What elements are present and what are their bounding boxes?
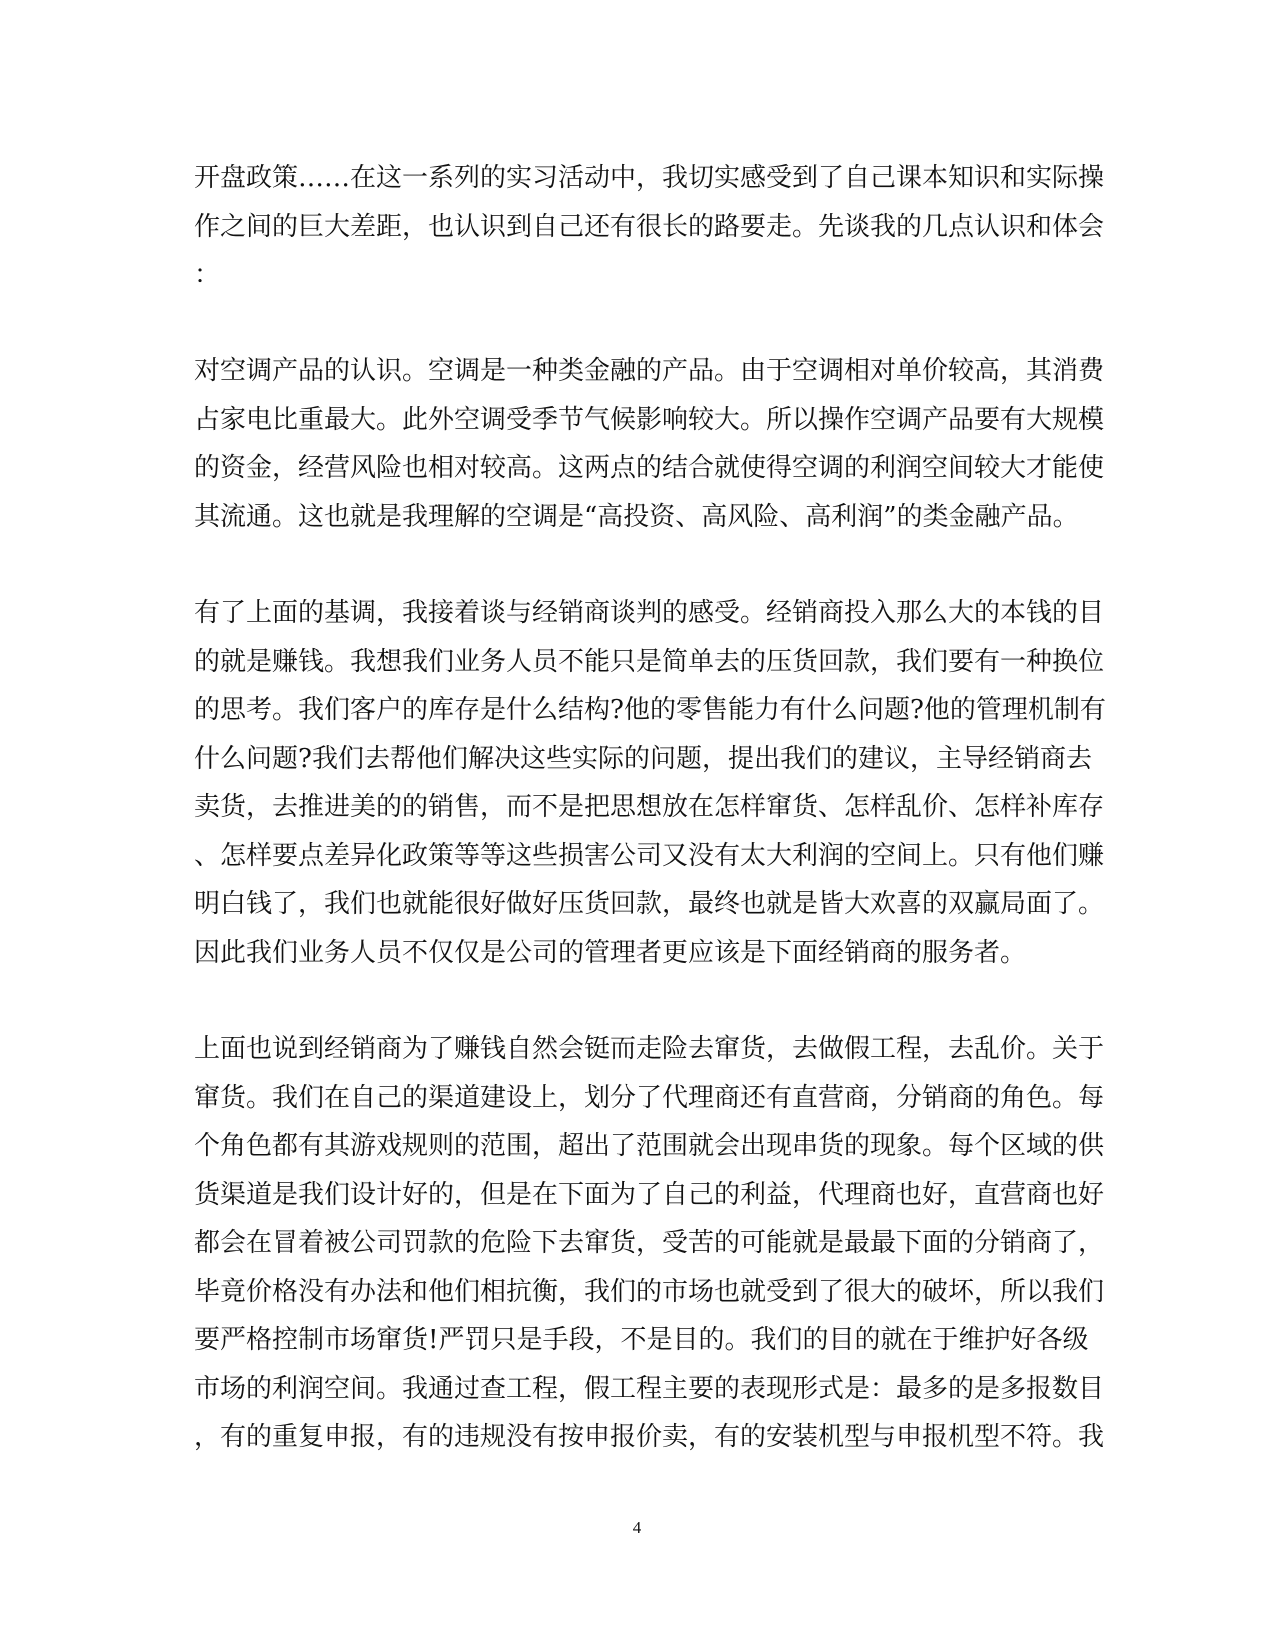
text-line: ： — [194, 260, 221, 290]
text-line: 卖货，去推进美的的销售，而不是把思想放在怎样窜货、怎样乱价、怎样补库存 — [194, 792, 1105, 822]
text-line: 作之间的巨大差距，也认识到自己还有很长的路要走。先谈我的几点认识和体会 — [194, 211, 1105, 242]
text-line: 因此我们业务人员不仅仅是公司的管理者更应该是下面经销商的服务者。 — [194, 937, 1027, 968]
paragraph-3 — [194, 589, 1106, 977]
text-line: 个角色都有其游戏规则的范围，超出了范围就会出现串货的现象。每个区域的供 — [194, 1131, 1105, 1161]
text-line: 有了上面的基调，我接着谈与经销商谈判的感受。经销商投入那么大的本钱的目 — [194, 598, 1105, 628]
text-line: 的资金，经营风险也相对较高。这两点的结合就使得空调的利润空间较大才能使 — [194, 453, 1105, 483]
text-line: 窜货。我们在自己的渠道建设上，划分了代理商还有直营商，分销商的角色。每 — [194, 1082, 1105, 1113]
text-line: 、怎样要点差异化政策等等这些损害公司又没有太大利润的空间上。只有他们赚 — [194, 840, 1105, 871]
text-line: 什么问题?我们去帮他们解决这些实际的问题，提出我们的建议，主导经销商去 — [194, 743, 1092, 774]
text-line: 对空调产品的认识。空调是一种类金融的产品。由于空调相对单价较高，其消费 — [194, 356, 1105, 386]
text-line: 毕竟价格没有办法和他们相抗衡，我们的市场也就受到了很大的破坏，所以我们 — [194, 1276, 1105, 1307]
text-line: 货渠道是我们设计好的，但是在下面为了自己的利益，代理商也好，直营商也好 — [194, 1179, 1105, 1210]
page-number: 4 — [632, 1518, 642, 1537]
paragraph-4 — [194, 1025, 1105, 1462]
text-line: 开盘政策……在这一系列的实习活动中，我切实感受到了自己课本知识和实际操 — [194, 163, 1105, 193]
text-line: 都会在冒着被公司罚款的危险下去窜货，受苦的可能就是最最下面的分销商了， — [194, 1228, 1105, 1258]
paragraph-1 — [194, 154, 1105, 300]
text-line: 要严格控制市场窜货!严罚只是手段，不是目的。我们的目的就在于维护好各级 — [194, 1325, 1089, 1355]
text-line: 市场的利润空间。我通过查工程，假工程主要的表现形式是：最多的是多报数目 — [194, 1373, 1105, 1404]
text-line: 占家电比重最大。此外空调受季节气候影响较大。所以操作空调产品要有大规模 — [194, 404, 1105, 435]
text-line: 明白钱了，我们也就能很好做好压货回款，最终也就是皆大欢喜的双赢局面了。 — [194, 889, 1105, 919]
paragraph-2 — [194, 347, 1105, 541]
text-line: 的就是赚钱。我想我们业务人员不能只是简单去的压货回款，我们要有一种换位 — [194, 646, 1105, 677]
text-line: 的思考。我们客户的库存是什么结构?他的零售能力有什么问题?他的管理机制有 — [194, 695, 1106, 725]
text-line: 上面也说到经销商为了赚钱自然会铤而走险去窜货，去做假工程，去乱价。关于 — [194, 1034, 1105, 1064]
text-line: 其流通。这也就是我理解的空调是“高投资、高风险、高利润”的类金融产品。 — [194, 501, 1079, 532]
text-line: ，有的重复申报，有的违规没有按申报价卖，有的安装机型与申报机型不符。我 — [194, 1422, 1105, 1452]
